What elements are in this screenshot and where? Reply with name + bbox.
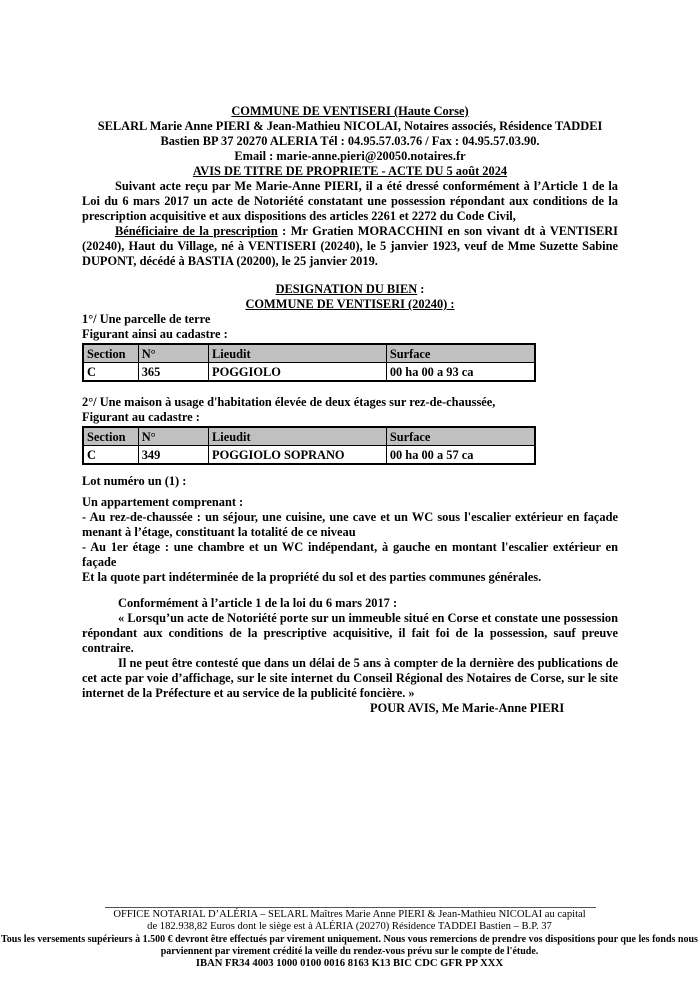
table-header-row: [83, 344, 535, 363]
footer-separator-rule: [105, 907, 596, 908]
column-header-surface: Surface: [386, 344, 535, 363]
notice-title: AVIS DE TITRE DE PROPRIETE - ACTE DU 5 août 2024: [192, 164, 508, 178]
legal-paragraph-quote-2: Il ne peut être contesté que dans un délai de 5 ans à compter de la dernière des publications de cet acte par voie d’affichage, sur le site internet du Conseil Régional des Notaires de Corse, sur le site internet de la Préfecture et au service de la publicité foncière. »: [82, 656, 618, 700]
legal-section: [82, 596, 618, 716]
notary-line-1: SELARL Marie Anne PIERI & Jean-Mathieu NICOLAI, Notaires associés, Résidence TADDEI: [97, 119, 603, 133]
property-2-heading: 2°/ Une maison à usage d'habitation élevée de deux étages sur rez-de-chaussée,: [82, 395, 496, 409]
beneficiary-text: : Mr Gratien MORACCHINI en son vivant dt à VENTISERI (20240), Haut du Village, né à VENTISERI (20240), le 5 janvier 1923, veuf de Mme Suzette Sabine DUPONT, décédé à BASTIA (20200), le 25 janvier 2019.: [82, 224, 618, 268]
cell-section: C: [83, 446, 138, 465]
legal-paragraph-quote-1: « Lorsqu’un acte de Notoriété porte sur un immeuble situé en Corse et constate une possession répondant aux conditions de la prescriptive acquisitive, il fait foi de la possession, sauf preuve contraire.: [82, 611, 618, 655]
lot-item-common-share: Et la quote part indéterminée de la propriété du sol et des parties communes générales.: [82, 570, 542, 584]
column-header-number: N°: [138, 344, 208, 363]
beneficiary-paragraph: [82, 224, 618, 269]
property-2-cadastre-label: Figurant au cadastre :: [82, 410, 200, 424]
footer-office-line-1: OFFICE NOTARIAL D’ALÉRIA – SELARL Maîtres Marie Anne PIERI & Jean-Mathieu NICOLAI au capital: [113, 909, 586, 920]
legal-paragraph-reference: Conformément à l’article 1 de la loi du 6 mars 2017 :: [118, 596, 398, 610]
lot-item-ground-floor: - Au rez-de-chaussée : un séjour, une cuisine, une cave et un WC sous l'escalier extérieur en façade menant à l’étage, constituant la totalité de ce niveau: [82, 510, 618, 539]
designation-commune: COMMUNE DE VENTISERI (20240) :: [245, 297, 455, 311]
footer-office-line-2: de 182.938,82 Euros dont le siège est à ALÉRIA (20270) Résidence TADDEI Bastien – B.P. 37: [147, 920, 552, 932]
property-1-cadastre-label: Figurant ainsi au cadastre :: [82, 327, 228, 341]
designation-title-suffix: :: [417, 282, 425, 296]
page-footer: [0, 909, 699, 971]
footer-payment-notice: Tous les versements supérieurs à 1.500 € devront être effectués par virement uniquement. Nous vous remercions de prendre vos dispositions pour que les fonds nous parviennent par virement crédité la veille du rendez-vous prévu sur le compte de l'étude.: [1, 933, 698, 957]
lot-section: [82, 474, 618, 585]
table-row: [83, 363, 535, 382]
table-row: [83, 446, 535, 465]
footer-iban-line: IBAN FR34 4003 1000 0100 0016 8163 K13 BIC CDC GFR PP XXX: [195, 958, 504, 970]
intro-paragraph: Suivant acte reçu par Me Marie-Anne PIERI, il a été dressé conformément à l’Article 1 de la Loi du 6 mars 2017 un acte de Notoriété constatant une possession répondant aux conditions de la prescription acquisitive et aux dispositions des articles 2261 et 2272 du Code Civil,: [82, 179, 618, 223]
lot-intro: Un appartement comprenant :: [82, 495, 244, 509]
cell-lieudit: POGGIOLO: [209, 363, 387, 382]
signature-line: POUR AVIS, Me Marie-Anne PIERI: [370, 701, 565, 715]
cell-lieudit: POGGIOLO SOPRANO: [209, 446, 387, 465]
property-1-section: [82, 312, 618, 382]
beneficiary-label: Bénéficiaire de la prescription: [115, 224, 278, 238]
cadastre-table-2: [82, 426, 536, 465]
commune-title: COMMUNE DE VENTISERI (Haute Corse): [231, 104, 469, 118]
lot-title: Lot numéro un (1) :: [82, 474, 187, 488]
column-header-section: Section: [83, 344, 138, 363]
column-header-section: Section: [83, 427, 138, 446]
designation-section: [82, 282, 618, 312]
lot-item-first-floor: - Au 1er étage : une chambre et un WC indépendant, à gauche en montant l'escalier extérieur en façade: [82, 540, 618, 569]
property-2-section: [82, 395, 618, 465]
cell-surface: 00 ha 00 a 93 ca: [386, 363, 535, 382]
cell-number: 365: [138, 363, 208, 382]
cell-surface: 00 ha 00 a 57 ca: [386, 446, 535, 465]
notary-line-2: Bastien BP 37 20270 ALERIA Tél : 04.95.57.03.76 / Fax : 04.95.57.03.90.: [160, 134, 540, 148]
email-line: Email : marie-anne.pieri@20050.notaires.fr: [234, 149, 466, 163]
cell-number: 349: [138, 446, 208, 465]
property-1-heading: 1°/ Une parcelle de terre: [82, 312, 211, 326]
cadastre-table-1: [82, 343, 536, 382]
column-header-number: N°: [138, 427, 208, 446]
designation-title-text: DESIGNATION DU BIEN: [275, 282, 418, 296]
cell-section: C: [83, 363, 138, 382]
column-header-surface: Surface: [386, 427, 535, 446]
table-header-row: [83, 427, 535, 446]
designation-title: [82, 282, 618, 297]
column-header-lieudit: Lieudit: [209, 427, 387, 446]
document-content: [82, 104, 618, 716]
column-header-lieudit: Lieudit: [209, 344, 387, 363]
